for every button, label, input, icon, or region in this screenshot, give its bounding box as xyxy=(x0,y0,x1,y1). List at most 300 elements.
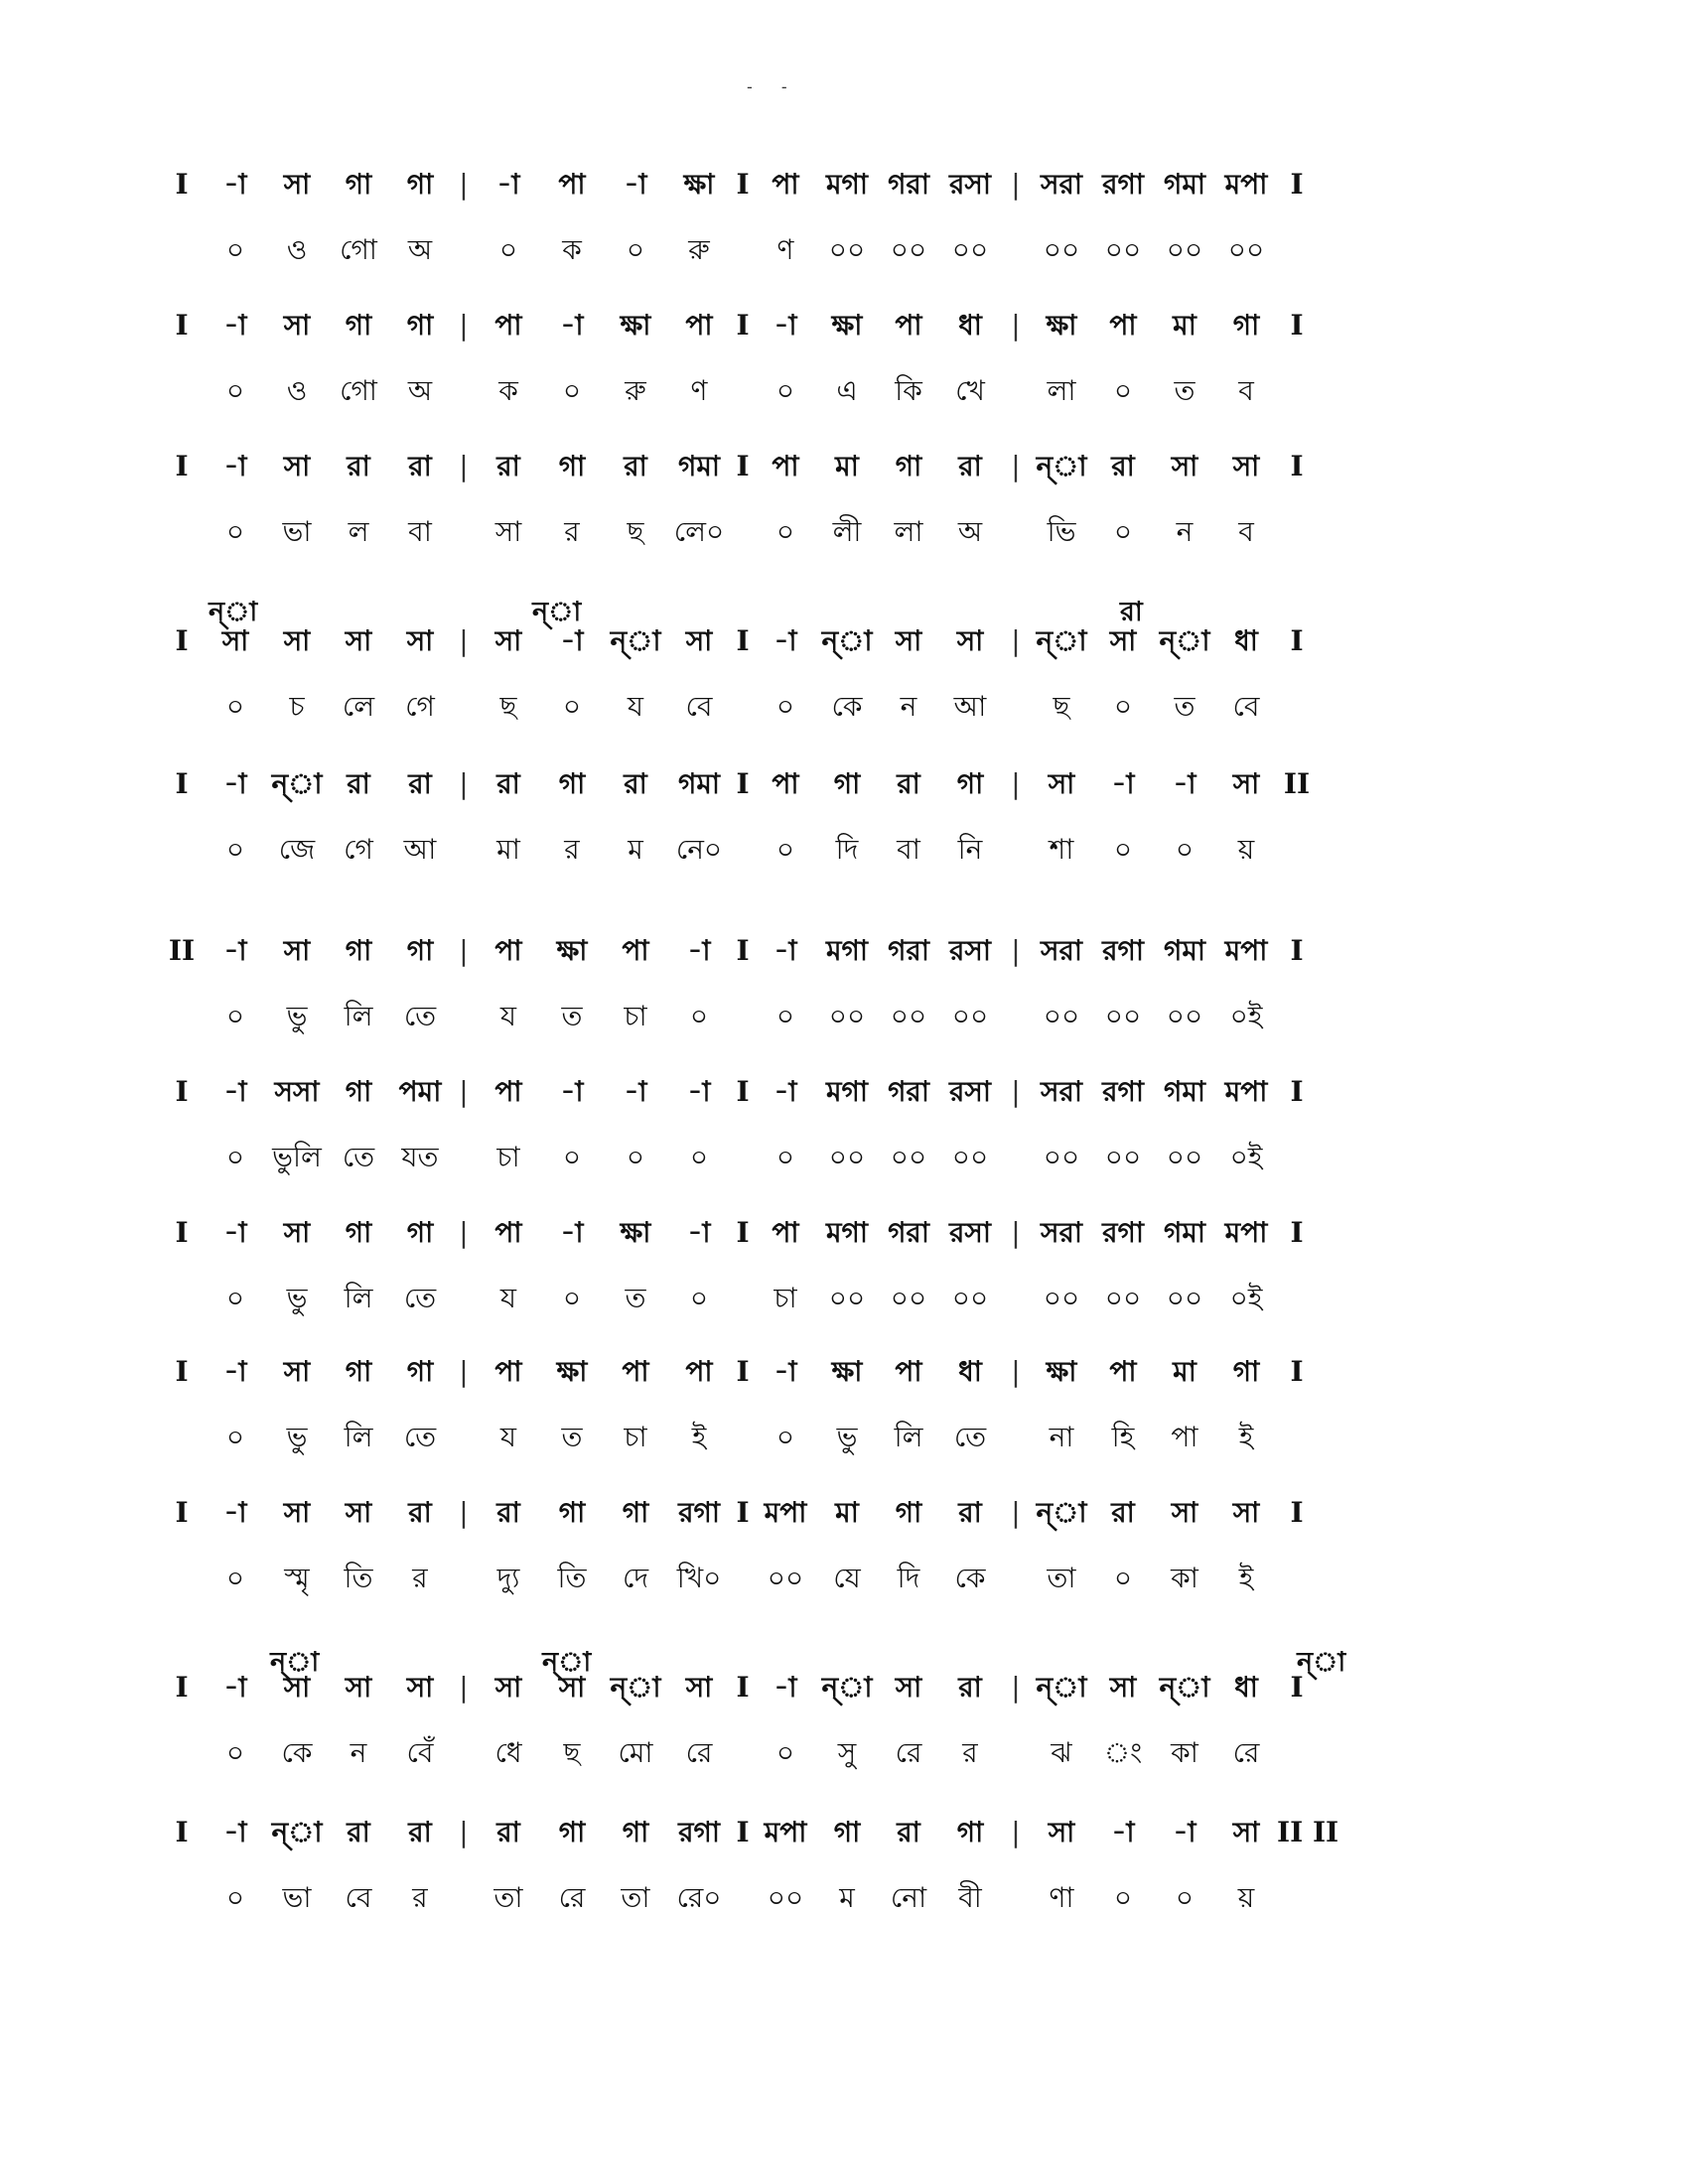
beat-separator: | xyxy=(459,168,469,201)
lyric-syllable: ০ xyxy=(775,374,795,407)
lyric-syllable: ০০ xyxy=(767,1562,804,1594)
swara-note: সরা xyxy=(1040,1216,1083,1249)
swara-note: সা xyxy=(1109,1671,1137,1704)
lyric-row xyxy=(159,1882,1549,1914)
swara-note: মা xyxy=(835,1496,859,1529)
swara-note: মা xyxy=(1173,1355,1196,1388)
swara-note: সা xyxy=(1171,1496,1198,1529)
swara-note: সা xyxy=(283,1216,311,1249)
swara-note: মা xyxy=(835,450,859,482)
beat-separator: | xyxy=(1011,1671,1021,1704)
lyric-syllable: ০০ xyxy=(951,1000,989,1032)
swara-note: সা xyxy=(895,1671,922,1704)
swara-note: রা xyxy=(408,450,432,482)
lyric-syllable: ভু xyxy=(286,1000,308,1032)
swara-note: সা xyxy=(685,1671,713,1704)
lyric-syllable: ০০ xyxy=(1104,1282,1142,1314)
lyric-syllable: ছ xyxy=(499,690,517,723)
lyric-syllable: নি xyxy=(957,833,983,866)
lyric-syllable: ০ xyxy=(1113,833,1133,866)
bar-line: I xyxy=(1290,1496,1304,1529)
swara-note: গরা xyxy=(888,1075,929,1108)
swara-note: গা xyxy=(406,309,434,341)
lyric-syllable: য xyxy=(499,1000,517,1032)
lyric-syllable: কে xyxy=(954,1562,986,1594)
bar-line: I xyxy=(736,767,750,800)
swara-note: -া xyxy=(1173,1816,1196,1848)
lyric-syllable: ০ xyxy=(225,1282,245,1314)
beat-separator: | xyxy=(459,624,469,657)
lyric-syllable: ত xyxy=(625,1282,646,1314)
bar-line: I xyxy=(1290,168,1304,201)
lyric-syllable: ০০ xyxy=(951,1141,989,1173)
lyric-syllable: গো xyxy=(340,374,377,407)
lyric-syllable: ০ xyxy=(225,1881,245,1914)
lyric-syllable: কা xyxy=(1171,1736,1198,1769)
swara-note: ন্‌া xyxy=(271,1816,323,1848)
lyric-syllable: ০০ xyxy=(828,233,866,266)
lyric-syllable: লা xyxy=(894,515,923,548)
swara-note: ধা xyxy=(958,309,982,341)
swara-note: -া xyxy=(774,1075,797,1108)
lyric-syllable: ০ xyxy=(225,1141,245,1173)
lyric-syllable: জে xyxy=(278,833,316,866)
swara-note: ক্ষা xyxy=(683,168,715,201)
swara-note: সা xyxy=(494,1671,522,1704)
lyric-syllable: য xyxy=(627,690,644,723)
lyric-syllable: র xyxy=(962,1736,978,1769)
lyric-syllable: ০০ xyxy=(1104,1141,1142,1173)
lyric-syllable: ই xyxy=(691,1421,707,1453)
lyric-syllable: লে০ xyxy=(673,515,725,548)
swara-note: সা xyxy=(283,624,311,657)
lyric-syllable: তে xyxy=(403,1282,437,1314)
swara-note: গা xyxy=(895,1496,922,1529)
swara-note: গা xyxy=(833,1816,861,1848)
lyric-syllable: শা xyxy=(1049,833,1074,866)
lyric-syllable: রে xyxy=(558,1881,586,1914)
notation-row xyxy=(159,1672,1549,1704)
swara-note: গা xyxy=(406,934,434,967)
swara-note: সরা xyxy=(1040,168,1083,201)
lyric-syllable: ০ xyxy=(626,233,645,266)
bar-line: I xyxy=(736,309,750,341)
swara-note: গা xyxy=(345,168,372,201)
swara-note: -া xyxy=(223,1496,247,1529)
swara-note: গমা xyxy=(677,450,721,482)
lyric-syllable: ই xyxy=(1238,1562,1254,1594)
swara-note: ন্‌া xyxy=(1036,624,1087,657)
lyric-syllable: ০ xyxy=(562,690,582,723)
lyric-syllable: ০ xyxy=(225,690,245,723)
lyric-syllable: রু xyxy=(625,374,646,407)
lyric-syllable: ণ xyxy=(776,233,794,266)
swara-note: -া xyxy=(223,168,247,201)
lyric-syllable: চা xyxy=(774,1282,797,1314)
swara-note: পা xyxy=(1109,1355,1137,1388)
swara-note: গা xyxy=(558,1816,586,1848)
swara-note: গা xyxy=(345,1216,372,1249)
lyric-syllable: স্মৃ xyxy=(284,1562,310,1594)
swara-note: গমা xyxy=(1163,168,1206,201)
lyric-syllable: ন xyxy=(900,690,917,723)
lyric-syllable: ০ xyxy=(775,1421,795,1453)
lyric-syllable: তি xyxy=(344,1562,373,1594)
lyric-syllable: লে xyxy=(342,690,375,723)
swara-note: সা xyxy=(283,1355,311,1388)
upper-note: ন্‌া xyxy=(270,1647,320,1678)
swara-note: -া xyxy=(687,1216,711,1249)
swara-note: -া xyxy=(774,934,797,967)
swara-note: পা xyxy=(494,309,522,341)
lyric-syllable: বে xyxy=(685,690,713,723)
swara-note: মপা xyxy=(1224,1075,1268,1108)
swara-note: গা xyxy=(345,934,372,967)
lyric-syllable: ভুলি xyxy=(272,1141,322,1173)
bar-line: I xyxy=(175,309,189,341)
lyric-syllable: ও xyxy=(286,374,308,407)
lyric-syllable: ০০ xyxy=(767,1881,804,1914)
lyric-syllable: ০০ xyxy=(1043,1282,1080,1314)
swara-note: গা xyxy=(1232,309,1260,341)
swara-note: রা xyxy=(1111,1496,1135,1529)
lyric-syllable: খি০ xyxy=(676,1562,722,1594)
swara-note: মপা xyxy=(1224,1216,1268,1249)
lyric-syllable: ০ই xyxy=(1229,1282,1263,1314)
lyric-syllable: ভা xyxy=(282,515,312,548)
lyric-syllable: ০ xyxy=(1113,1562,1133,1594)
swara-note: সা xyxy=(1048,1816,1075,1848)
swara-note: সা xyxy=(406,624,434,657)
swara-note: মপা xyxy=(1224,934,1268,967)
swara-note: পা xyxy=(494,1355,522,1388)
lyric-syllable: সু xyxy=(837,1736,857,1769)
lyric-syllable: ০ xyxy=(562,1141,582,1173)
lyric-syllable: ০ xyxy=(689,1282,709,1314)
lyric-syllable: র xyxy=(412,1562,428,1594)
lyric-syllable: ০ xyxy=(225,1421,245,1453)
bar-line: I xyxy=(736,450,750,482)
lyric-syllable: ০০ xyxy=(1227,233,1265,266)
lyric-syllable: ভু xyxy=(286,1282,308,1314)
swara-note: ক্ষা xyxy=(1046,1355,1077,1388)
swara-note: গা xyxy=(895,450,922,482)
lyric-syllable: ত xyxy=(561,1421,583,1453)
swara-note: গা xyxy=(558,767,586,800)
lyric-syllable: হি xyxy=(1111,1421,1135,1453)
lyric-syllable: ০ xyxy=(225,1562,245,1594)
lyric-syllable: ০ xyxy=(775,1736,795,1769)
swara-note: গরা xyxy=(888,168,929,201)
beat-separator: | xyxy=(459,1496,469,1529)
beat-separator: | xyxy=(459,309,469,341)
swara-note: সা xyxy=(1109,624,1137,657)
beat-separator: | xyxy=(459,1355,469,1388)
notation-row xyxy=(159,1356,1549,1388)
lyric-syllable: মা xyxy=(496,833,520,866)
swara-note: মপা xyxy=(1224,168,1268,201)
lyric-row xyxy=(159,1563,1549,1594)
lyric-syllable: ভু xyxy=(286,1421,308,1453)
swara-note: মপা xyxy=(764,1816,807,1848)
bar-line: I xyxy=(736,1216,750,1249)
swara-note: -া xyxy=(774,1671,797,1704)
swara-note: রা xyxy=(347,450,370,482)
lyric-syllable: লি xyxy=(894,1421,923,1453)
swara-note: সা xyxy=(345,1496,372,1529)
swara-note: -া xyxy=(560,1216,584,1249)
lyric-syllable: তে xyxy=(403,1421,437,1453)
swara-note: মপা xyxy=(764,1496,807,1529)
swara-note: রা xyxy=(1111,450,1135,482)
bar-line: I xyxy=(175,1216,189,1249)
bar-line: I xyxy=(175,450,189,482)
swara-note: রা xyxy=(408,1496,432,1529)
bar-line: I xyxy=(736,1355,750,1388)
lyric-syllable: ছ xyxy=(627,515,644,548)
lyric-syllable: নে০ xyxy=(675,833,723,866)
lyric-syllable: ০ xyxy=(225,233,245,266)
swara-note: সা xyxy=(283,1671,311,1704)
swara-note: গা xyxy=(406,1355,434,1388)
swara-note: ন্‌া xyxy=(1159,1671,1210,1704)
lyric-syllable: ম xyxy=(839,1881,855,1914)
swara-note: ক্ষা xyxy=(620,1216,651,1249)
lyric-syllable: চা xyxy=(624,1421,647,1453)
lyric-syllable: ০ xyxy=(225,833,245,866)
lyric-row xyxy=(159,375,1549,407)
notation-row xyxy=(159,935,1549,967)
bar-line: I xyxy=(175,168,189,201)
swara-note: রা xyxy=(408,767,432,800)
lyric-syllable: ও xyxy=(286,233,308,266)
notation-row xyxy=(159,169,1549,201)
swara-note: সা xyxy=(1232,450,1260,482)
swara-note: রা xyxy=(347,767,370,800)
lyric-syllable: লি xyxy=(344,1000,373,1032)
swara-note: গা xyxy=(956,1816,984,1848)
lyric-syllable: সা xyxy=(494,515,522,548)
lyric-syllable: ০ xyxy=(225,1736,245,1769)
swara-note: গা xyxy=(406,168,434,201)
lyric-syllable: ০ xyxy=(225,1000,245,1032)
lyric-syllable: তা xyxy=(493,1881,523,1914)
swara-note: সা xyxy=(1232,1496,1260,1529)
lyric-syllable: গে xyxy=(344,833,373,866)
swara-note: গা xyxy=(345,1075,372,1108)
lyric-syllable: ০ xyxy=(1113,1881,1133,1914)
swara-note: -া xyxy=(624,1075,647,1108)
lyric-syllable: ক xyxy=(498,374,518,407)
lyric-syllable: অ xyxy=(957,515,983,548)
lyric-syllable: ০০ xyxy=(1104,1000,1142,1032)
lyric-syllable: ০০ xyxy=(1043,233,1080,266)
swara-note: রসা xyxy=(948,168,992,201)
lyric-syllable: ধে xyxy=(494,1736,522,1769)
lyric-syllable: ই xyxy=(1238,1421,1254,1453)
lyric-syllable: ০০ xyxy=(951,233,989,266)
swara-note: -া xyxy=(560,309,584,341)
lyric-syllable: বা xyxy=(897,833,920,866)
lyric-syllable: ০ xyxy=(1175,1881,1195,1914)
lyric-syllable: চ xyxy=(289,690,305,723)
lyric-syllable: ০ xyxy=(775,515,795,548)
notation-row xyxy=(159,310,1549,341)
swara-note: -া xyxy=(223,934,247,967)
beat-separator: | xyxy=(1011,450,1021,482)
lyric-syllable: ব xyxy=(1238,515,1254,548)
lyric-syllable: ০ই xyxy=(1229,1000,1263,1032)
lyric-syllable: পা xyxy=(1171,1421,1198,1453)
lyric-syllable: নো xyxy=(890,1881,927,1914)
lyric-syllable: ০ xyxy=(498,233,518,266)
swara-note: রগা xyxy=(1102,934,1144,967)
swara-note: সা xyxy=(558,1671,586,1704)
beat-separator: | xyxy=(459,450,469,482)
lyric-syllable: যে xyxy=(833,1562,861,1594)
bar-line: I xyxy=(1290,1671,1304,1704)
swara-note: রসা xyxy=(948,1075,992,1108)
lyric-syllable: ০০ xyxy=(828,1141,866,1173)
bar-line: I xyxy=(736,624,750,657)
swara-note: ন্‌া xyxy=(821,624,873,657)
swara-note: -া xyxy=(223,450,247,482)
lyric-syllable: ম xyxy=(628,833,643,866)
swara-note: পা xyxy=(494,934,522,967)
swara-note: রা xyxy=(496,1496,520,1529)
beat-separator: | xyxy=(1011,1496,1021,1529)
lyric-syllable: ০ xyxy=(1113,374,1133,407)
lyric-syllable: ০ xyxy=(1113,515,1133,548)
lyric-syllable: তে xyxy=(342,1141,375,1173)
swara-note: -া xyxy=(687,934,711,967)
bar-line: I xyxy=(1290,1216,1304,1249)
bar-line: I xyxy=(736,934,750,967)
swara-note: ক্ষা xyxy=(556,934,588,967)
swara-note: রসা xyxy=(948,1216,992,1249)
lyric-syllable: র xyxy=(564,515,580,548)
bar-line: I xyxy=(736,1075,750,1108)
bar-line: II xyxy=(168,934,196,967)
lyric-syllable: ০০ xyxy=(1043,1141,1080,1173)
lyric-syllable: ভু xyxy=(836,1421,858,1453)
lyric-syllable: তি xyxy=(557,1562,587,1594)
lyric-syllable: ন xyxy=(1176,515,1194,548)
swara-note: ক্ষা xyxy=(831,1355,863,1388)
swara-note: -া xyxy=(687,1075,711,1108)
swara-note: -া xyxy=(774,624,797,657)
beat-separator: | xyxy=(459,1075,469,1108)
swara-note: ন্‌া xyxy=(1159,624,1210,657)
swara-note: গা xyxy=(558,1496,586,1529)
lyric-syllable: য় xyxy=(1237,1881,1255,1914)
lyric-syllable: খে xyxy=(955,374,985,407)
notation-row xyxy=(159,1497,1549,1529)
lyric-syllable: বেঁ xyxy=(406,1736,434,1769)
beat-separator: | xyxy=(459,934,469,967)
beat-separator: | xyxy=(1011,767,1021,800)
lyric-syllable: দে xyxy=(622,1562,649,1594)
swara-note: গরা xyxy=(888,934,929,967)
lyric-syllable: গো xyxy=(340,233,377,266)
swara-note: -া xyxy=(223,1216,247,1249)
bar-line: I xyxy=(175,767,189,800)
notation-row xyxy=(159,1817,1549,1848)
lyric-syllable: এ xyxy=(836,374,858,407)
swara-note: রা xyxy=(897,767,920,800)
swara-note: ন্‌া xyxy=(821,1671,873,1704)
lyric-syllable: ০ xyxy=(775,833,795,866)
swara-note: ধা xyxy=(1234,1671,1258,1704)
lyric-syllable: ০০ xyxy=(1166,1000,1203,1032)
bar-line: I xyxy=(175,1816,189,1848)
lyric-syllable: চা xyxy=(496,1141,520,1173)
lyric-syllable: ০০ xyxy=(1166,1141,1203,1173)
upper-note: ন্‌া xyxy=(532,597,582,627)
swara-note: পা xyxy=(685,1355,713,1388)
swara-note: রা xyxy=(496,767,520,800)
upper-note: রা xyxy=(1120,597,1143,627)
swara-note: -া xyxy=(223,767,247,800)
notation-row xyxy=(159,1217,1549,1249)
swara-note: রা xyxy=(624,767,647,800)
swara-note: ধা xyxy=(958,1355,982,1388)
lyric-syllable: তা xyxy=(1047,1562,1076,1594)
swara-note: -া xyxy=(223,1355,247,1388)
lyric-syllable: দি xyxy=(835,833,859,866)
swara-note: গা xyxy=(833,767,861,800)
swara-note: মা xyxy=(1173,309,1196,341)
lyric-syllable: ত xyxy=(1174,374,1196,407)
lyric-row xyxy=(159,691,1549,723)
lyric-syllable: য xyxy=(499,1282,517,1314)
swara-note: ন্‌া xyxy=(1036,450,1087,482)
lyric-syllable: ণ xyxy=(690,374,708,407)
swara-note: সা xyxy=(685,624,713,657)
swara-note: সা xyxy=(345,1671,372,1704)
swara-note: রা xyxy=(958,450,982,482)
lyric-syllable: লি xyxy=(344,1282,373,1314)
beat-separator: | xyxy=(1011,624,1021,657)
swara-note: গরা xyxy=(888,1216,929,1249)
lyric-syllable: মো xyxy=(618,1736,653,1769)
swara-note: সসা xyxy=(274,1075,320,1108)
swara-note: গমা xyxy=(1163,934,1206,967)
swara-note: পা xyxy=(895,1355,922,1388)
lyric-syllable: র xyxy=(412,1881,428,1914)
swara-note: মগা xyxy=(825,1216,869,1249)
beat-separator: | xyxy=(1011,1816,1021,1848)
swara-note: -া xyxy=(624,168,647,201)
lyric-syllable: ব xyxy=(1238,374,1254,407)
lyric-row xyxy=(159,1001,1549,1032)
beat-separator: | xyxy=(1011,1216,1021,1249)
lyric-syllable: ০ xyxy=(775,1000,795,1032)
lyric-syllable: ০০ xyxy=(1166,1282,1203,1314)
lyric-syllable: ০০ xyxy=(890,1282,927,1314)
lyric-syllable: ণা xyxy=(1049,1881,1074,1914)
lyric-syllable: ত xyxy=(561,1000,583,1032)
swara-note: ন্‌া xyxy=(1036,1671,1087,1704)
lyric-row xyxy=(159,516,1549,548)
page-mark: - - xyxy=(747,77,799,96)
bar-line: I xyxy=(1290,1075,1304,1108)
swara-note: -া xyxy=(223,1671,247,1704)
lyric-syllable: ছ xyxy=(563,1736,581,1769)
lyric-row xyxy=(159,1422,1549,1453)
swara-note: পা xyxy=(622,1355,649,1388)
bar-line: I xyxy=(1290,1355,1304,1388)
